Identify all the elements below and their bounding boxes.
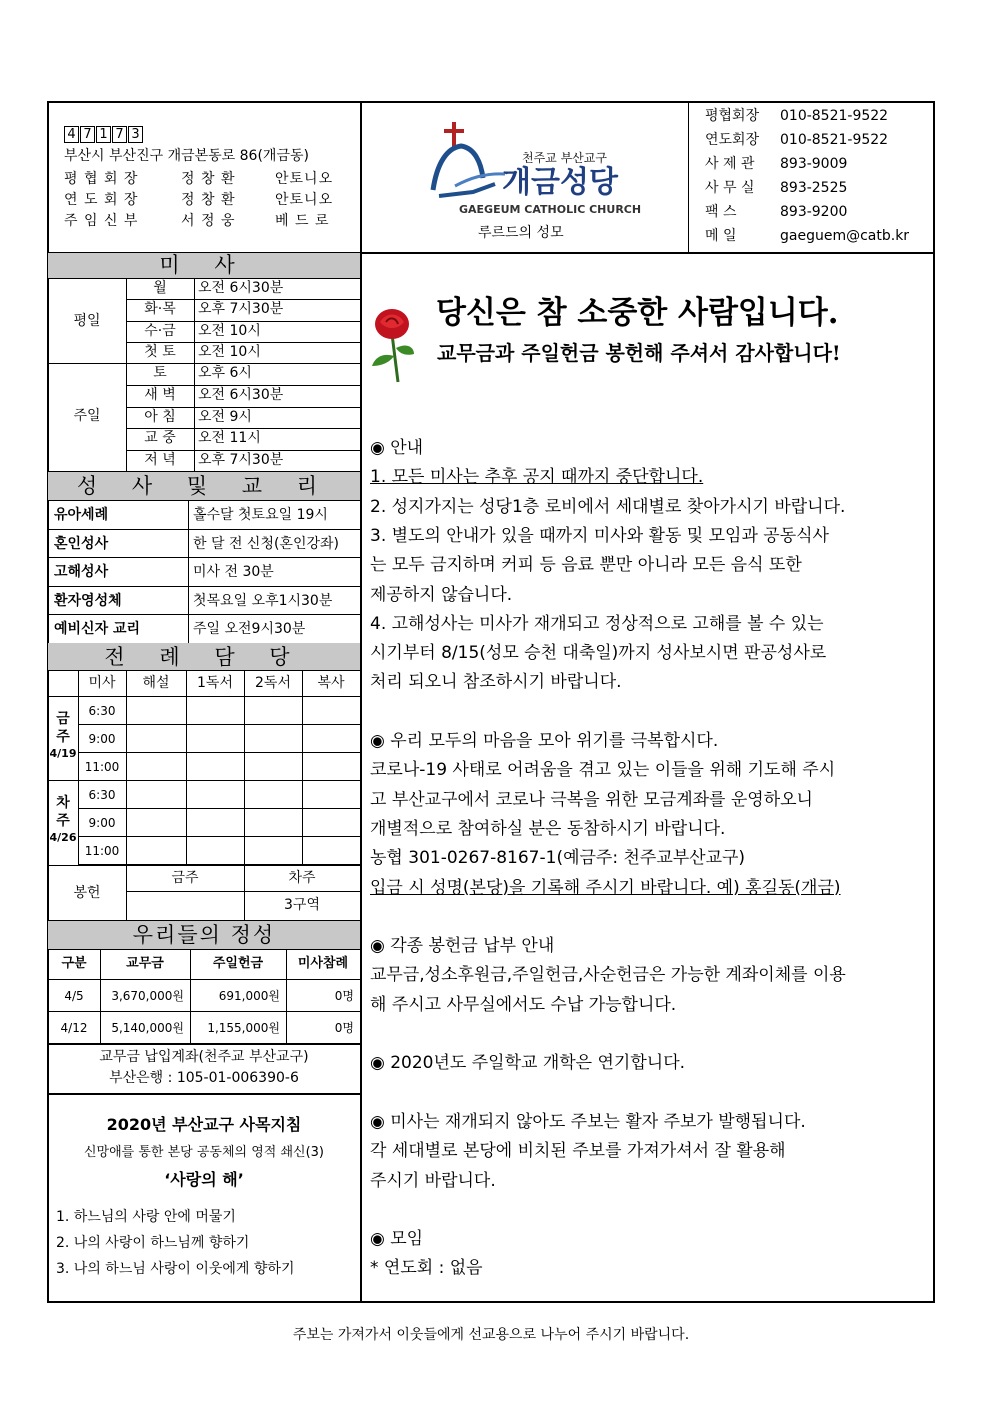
sacrament-name: 고해성사 — [54, 564, 109, 581]
notice-line: 각 세대별로 본당에 비치된 주보를 가져가셔서 잘 활용해 — [370, 1141, 786, 1162]
sacrament-info: 주일 오전9시30분 — [193, 621, 306, 638]
weekday-label: 평일 — [73, 313, 101, 329]
rule-line — [48, 614, 360, 615]
contribution-column-header: 교무금 — [126, 956, 164, 971]
rule-line — [48, 865, 360, 866]
rule-line — [126, 321, 360, 322]
liturgy-week-label: 금 — [56, 711, 70, 727]
footer-note: 주보는 가져가서 이웃들에게 선교용으로 나누어 주시기 바랍니다. — [292, 1327, 690, 1343]
contribution-date: 4/12 — [60, 1021, 88, 1035]
rule-line — [48, 780, 360, 781]
pastoral-subtitle: 신망애를 통한 본당 공동체의 영적 쇄신(3) — [83, 1145, 324, 1160]
pastoral-item: 1. 하느님의 사랑 안에 머물기 — [56, 1209, 236, 1225]
rule-line — [78, 808, 360, 809]
sacrament-info: 홀수달 첫토요일 19시 — [193, 507, 328, 523]
postal-digit: 1 — [96, 126, 111, 143]
notice-line: 해 주시고 사무실에서도 수납 가능합니다. — [370, 994, 677, 1015]
account-title: 교무금 납입계좌(천주교 부산교구) — [99, 1049, 309, 1065]
contribution-column-header: 주일헌금 — [212, 956, 264, 971]
notice-line: 3. 별도의 안내가 있을 때까지 미사와 활동 및 모임과 공동식사 — [370, 525, 829, 546]
liturgy-week-date: 4/26 — [49, 831, 77, 844]
contact-label: 팩 스 — [705, 204, 737, 220]
liturgy-mass-time: 9:00 — [88, 732, 116, 746]
liturgy-week-label: 차 — [56, 795, 70, 811]
notice-line: 개별적으로 참여하실 분은 동참하시기 바랍니다. — [370, 818, 726, 839]
main-headline: 당신은 참 소중한 사람입니다. — [436, 295, 839, 331]
mass-time: 오전 9시 — [198, 408, 252, 425]
mass-day: 저 녁 — [144, 452, 176, 469]
rule-line — [126, 450, 360, 451]
pastoral-theme: ‘사랑의 해’ — [164, 1170, 244, 1189]
church-name-en: GAEGEUM CATHOLIC CHURCH — [459, 203, 642, 216]
liturgy-mass-time: 11:00 — [84, 760, 120, 774]
contribution-date: 4/5 — [64, 989, 84, 1003]
rule-line — [48, 529, 360, 530]
sacrament-name: 예비신자 교리 — [54, 621, 141, 638]
rule-line — [78, 752, 360, 753]
rule-line — [126, 299, 360, 300]
rule-line — [78, 724, 360, 725]
notice-line: 2. 성지가지는 성당1층 로비에서 세대별로 찾아가시기 바랍니다. — [370, 496, 846, 517]
officer-role: 평 협 회 장 — [64, 171, 139, 187]
contact-value: gaeguem@catb.kr — [780, 228, 910, 244]
liturgy-column-header: 해설 — [142, 675, 170, 691]
contact-label: 사 제 관 — [705, 156, 755, 172]
contact-value: 893-2525 — [780, 180, 848, 196]
notice-section-title: ◉ 각종 봉헌금 납부 안내 — [370, 936, 555, 957]
mass-time: 오전 6시30분 — [198, 386, 284, 403]
contact-value: 893-9009 — [780, 156, 848, 172]
liturgy-mass-time: 11:00 — [84, 844, 120, 858]
offering-this-week-label: 금주 — [171, 870, 199, 886]
notice-line: * 연도회 : 없음 — [370, 1258, 483, 1279]
contribution-attendance: 0명 — [334, 989, 354, 1003]
notice-section-title: ◉ 우리 모두의 마음을 모아 위기를 극복합시다. — [370, 731, 719, 751]
contact-label: 메 일 — [705, 228, 737, 244]
contribution-tithe: 5,140,000원 — [111, 1021, 184, 1035]
contact-divider — [688, 102, 689, 252]
postal-digit: 7 — [80, 126, 95, 143]
mass-time: 오전 11시 — [198, 430, 261, 447]
rule-line — [126, 407, 360, 408]
rule-line — [188, 500, 189, 643]
officer-name: 서 정 웅 — [181, 213, 236, 229]
officer-name: 정 창 환 — [181, 192, 236, 208]
contribution-sunday-offering: 1,155,000원 — [207, 1021, 280, 1035]
rule-line — [126, 891, 360, 892]
pastoral-item: 2. 나의 사랑이 하느님께 향하기 — [56, 1235, 250, 1251]
postal-digit: 3 — [128, 126, 143, 143]
rule-line — [48, 696, 360, 697]
liturgy-mass-time: 9:00 — [88, 816, 116, 830]
liturgy-column-header: 1독서 — [197, 675, 233, 691]
pastoral-item: 3. 나의 하느님 사랑이 이웃에게 향하기 — [56, 1261, 295, 1277]
contribution-column-header: 구분 — [61, 956, 87, 971]
account-number: 부산은행 : 105-01-006390-6 — [109, 1070, 299, 1086]
postal-digit: 4 — [64, 126, 79, 143]
diocese-name: 천주교 부산교구 — [522, 151, 607, 165]
officer-name: 정 창 환 — [181, 171, 236, 187]
contribution-tithe: 3,670,000원 — [111, 989, 184, 1003]
mass-time: 오전 6시30분 — [198, 280, 284, 296]
contribution-sunday-offering: 691,000원 — [218, 989, 280, 1003]
officer-baptismal-name: 안토니오 — [275, 171, 334, 187]
contribution-attendance: 0명 — [334, 1021, 354, 1035]
notice-line: 시기부터 8/15(성모 승천 대축일)까지 성사보시면 판공성사로 — [370, 643, 827, 664]
rule-line — [48, 670, 360, 671]
notice-line: 입금 시 성명(본당)을 기록해 주시기 바랍니다. 예) 홍길동(개금) — [370, 877, 841, 898]
rule-line — [48, 363, 360, 364]
rule-line — [194, 278, 195, 472]
rule-line — [48, 1011, 360, 1012]
mass-day: 첫 토 — [144, 344, 176, 361]
liturgy-column-header: 미사 — [88, 675, 116, 691]
notice-line: 교무금,성소후원금,주일헌금,사순헌금은 가능한 계좌이체를 이용 — [370, 965, 846, 986]
mass-day: 새 벽 — [144, 386, 176, 403]
main-subheadline: 교무금과 주일헌금 봉헌해 주셔서 감사합니다! — [437, 341, 841, 365]
notice-line: 는 모두 금지하며 커피 등 음료 뿐만 아니라 모든 음식 또한 — [370, 555, 802, 576]
rule-line — [48, 500, 360, 501]
contact-label: 평협회장 — [705, 108, 760, 124]
sacrament-name: 환자영성체 — [54, 592, 122, 609]
notice-line: 처리 되오니 참조하시기 바랍니다. — [370, 672, 622, 693]
liturgy-mass-time: 6:30 — [88, 788, 116, 802]
officer-role: 연 도 회 장 — [64, 192, 139, 208]
contribution-column-header: 미사참례 — [297, 956, 349, 971]
liturgy-week-date: 4/19 — [49, 747, 77, 760]
rule-line — [126, 342, 360, 343]
postal-digit: 7 — [112, 126, 127, 143]
liturgy-column-header: 복사 — [317, 675, 345, 691]
mass-day: 아 침 — [144, 408, 176, 425]
sacrament-info: 첫목요일 오후1시30분 — [193, 592, 333, 609]
rule-line — [78, 836, 360, 837]
officer-baptismal-name: 안토니오 — [275, 192, 334, 208]
offering-next-week-value: 3구역 — [284, 897, 320, 913]
liturgy-title: 전 례 담 당 — [104, 645, 304, 669]
sunday-label: 주일 — [73, 408, 101, 424]
rule-line — [126, 385, 360, 386]
notice-line: 고 부산교구에서 코로나 극복을 위한 모금계좌를 운영하오니 — [370, 789, 813, 810]
notice-line: 4. 고해성사는 미사가 재개되고 정상적으로 고해를 볼 수 있는 — [370, 613, 824, 634]
mass-time: 오전 10시 — [198, 322, 261, 339]
postal-code — [64, 125, 144, 143]
mass-day: 화·목 — [144, 301, 176, 318]
mass-time: 오후 7시30분 — [198, 301, 284, 318]
offering-next-week-label: 차주 — [288, 870, 316, 886]
liturgy-column-header: 2독서 — [255, 675, 291, 691]
mass-day: 수·금 — [144, 322, 176, 339]
patron-saint: 루르드의 성모 — [478, 225, 564, 241]
liturgy-week-label: 주 — [56, 729, 70, 745]
liturgy-mass-time: 6:30 — [88, 704, 116, 718]
mass-day: 교 중 — [144, 430, 176, 447]
officer-role: 주 임 신 부 — [64, 213, 139, 229]
notice-line: 농협 301-0267-8167-1(예금주: 천주교부산교구) — [370, 848, 746, 869]
mass-day: 토 — [153, 365, 167, 381]
mass-title: 미 사 — [159, 253, 249, 277]
contact-value: 893-9200 — [780, 204, 848, 220]
notice-section-title: ◉ 2020년도 주일학교 개학은 연기합니다. — [370, 1053, 686, 1074]
mass-time: 오후 7시30분 — [198, 452, 284, 469]
column-divider — [360, 101, 362, 1303]
mass-day: 월 — [153, 280, 167, 296]
sacrament-info: 한 달 전 신청(혼인강좌) — [193, 535, 339, 552]
pastoral-title: 2020년 부산교구 사목지침 — [106, 1115, 302, 1134]
rule-line — [48, 949, 360, 950]
rule-line — [126, 428, 360, 429]
rule-line — [48, 586, 360, 587]
sacrament-name: 혼인성사 — [54, 535, 109, 552]
contact-value: 010-8521-9522 — [780, 108, 889, 124]
rule-line — [48, 557, 360, 558]
church-name: 개금성당 — [502, 165, 618, 200]
notice-section-title: ◉ 미사는 재개되지 않아도 주보는 활자 주보가 발행됩니다. — [370, 1111, 806, 1132]
address: 부산시 부산진구 개금본동로 86(개금동) — [64, 148, 309, 164]
contact-label: 사 무 실 — [705, 180, 755, 196]
notice-line: 1. 모든 미사는 추후 공지 때까지 중단합니다. — [370, 467, 704, 488]
notice-line: 코로나-19 사태로 어려움을 겪고 있는 이들을 위해 기도해 주시 — [370, 760, 836, 781]
contact-value: 010-8521-9522 — [780, 132, 889, 148]
liturgy-week-label: 주 — [56, 813, 70, 829]
contact-label: 연도회장 — [705, 132, 760, 148]
offering-label: 봉헌 — [73, 885, 101, 901]
mass-time: 오후 6시 — [198, 365, 252, 381]
rule-line — [48, 979, 360, 980]
notice-section-title: ◉ 안내 — [370, 438, 424, 458]
notice-section-title: ◉ 모임 — [370, 1229, 424, 1250]
rose-icon — [368, 304, 416, 384]
mass-time: 오전 10시 — [198, 344, 261, 361]
sacrament-info: 미사 전 30분 — [193, 564, 274, 581]
sacraments-title: 성 사 및 교 리 — [76, 474, 332, 498]
notice-line: 제공하지 않습니다. — [370, 584, 513, 605]
rule-line — [48, 1043, 360, 1045]
sacrament-name: 유아세례 — [54, 507, 109, 523]
officer-baptismal-name: 베 드 로 — [275, 213, 330, 229]
notice-line: 주시기 바랍니다. — [370, 1170, 496, 1191]
contributions-title: 우리들의 정성 — [132, 923, 276, 947]
